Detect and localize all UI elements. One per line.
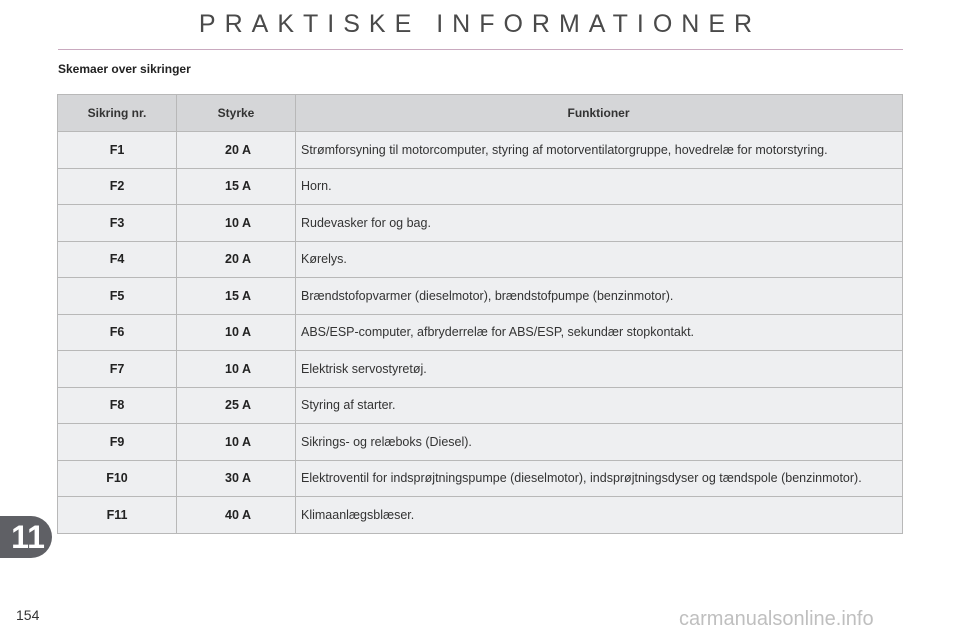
fuse-function-cell: Horn. [296,168,903,205]
fuse-number-cell: F6 [58,314,177,351]
fuse-function-cell: Brændstofopvarmer (dieselmotor), brændstofpumpe (benzinmotor). [296,278,903,315]
table-row [58,168,903,205]
column-header-fuse-number: Sikring nr. [58,95,177,132]
fuse-function-cell: Elektrisk servostyretøj. [296,351,903,388]
fuse-function-cell: ABS/ESP-computer, afbryderrelæ for ABS/ESP, sekundær stopkontakt. [296,314,903,351]
fuse-table [57,94,903,534]
fuse-rating-cell: 10 A [177,314,296,351]
fuse-rating-cell: 30 A [177,460,296,497]
fuse-rating-cell: 15 A [177,168,296,205]
fuse-rating-cell: 25 A [177,387,296,424]
fuse-number-cell: F10 [58,460,177,497]
fuse-number-cell: F4 [58,241,177,278]
chapter-number: 11 [11,519,45,555]
fuse-number-cell: F8 [58,387,177,424]
section-title: Skemaer over sikringer [58,62,191,76]
table-row [58,424,903,461]
fuse-number-cell: F2 [58,168,177,205]
table-row [58,205,903,242]
fuse-rating-cell: 15 A [177,278,296,315]
fuse-function-cell: Styring af starter. [296,387,903,424]
page-header-title: PRAKTISKE INFORMATIONER [198,10,762,38]
table-row [58,278,903,315]
fuse-function-cell: Sikrings- og relæboks (Diesel). [296,424,903,461]
fuse-function-cell: Klimaanlægsblæser. [296,497,903,534]
fuse-number-cell: F7 [58,351,177,388]
fuse-rating-cell: 10 A [177,424,296,461]
fuse-number-cell: F1 [58,132,177,169]
table-row [58,460,903,497]
table-row [58,132,903,169]
column-header-rating: Styrke [177,95,296,132]
fuse-number-cell: F5 [58,278,177,315]
fuse-function-cell: Strømforsyning til motorcomputer, styring af motorventilatorgruppe, hovedrelæ for motorstyring. [296,132,903,169]
column-header-functions: Funktioner [296,95,903,132]
fuse-function-cell: Kørelys. [296,241,903,278]
watermark: carmanualsonline.info [679,608,874,630]
fuse-rating-cell: 40 A [177,497,296,534]
table-header-row [58,95,903,132]
fuse-rating-cell: 20 A [177,132,296,169]
table-row [58,387,903,424]
table-row [58,497,903,534]
table-row [58,351,903,388]
fuse-function-cell: Rudevasker for og bag. [296,205,903,242]
fuse-function-cell: Elektroventil for indsprøjtningspumpe (dieselmotor), indsprøjtningsdyser og tændspole (benzinmotor). [296,460,903,497]
table-row [58,241,903,278]
fuse-rating-cell: 10 A [177,351,296,388]
table-row [58,314,903,351]
header-divider [58,49,903,50]
fuse-number-cell: F3 [58,205,177,242]
fuse-number-cell: F11 [58,497,177,534]
fuse-rating-cell: 10 A [177,205,296,242]
fuse-rating-cell: 20 A [177,241,296,278]
fuse-number-cell: F9 [58,424,177,461]
page-number: 154 [16,607,40,623]
